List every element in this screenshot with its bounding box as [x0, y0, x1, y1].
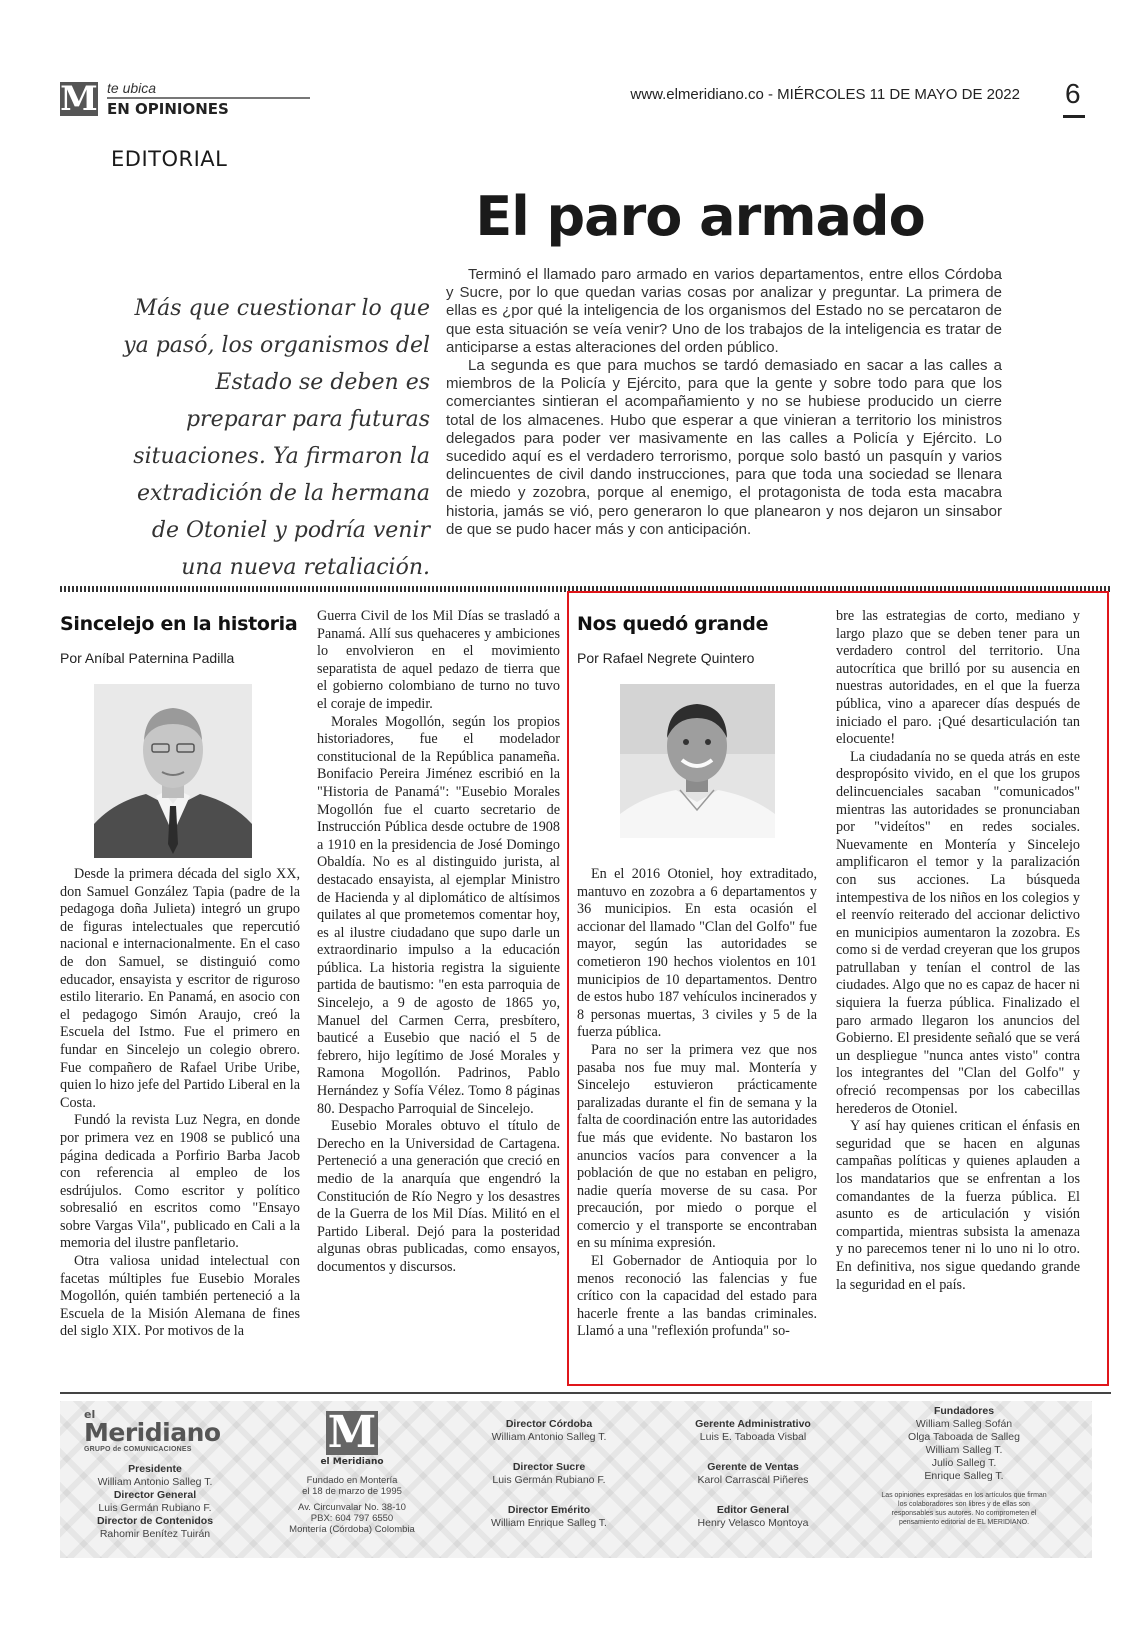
section-tag-rule — [107, 97, 310, 99]
footer-founders — [875, 1405, 1053, 1527]
logo-m-icon: M — [60, 79, 98, 119]
section-label: EDITORIAL — [111, 147, 228, 171]
page-number-underline — [1063, 115, 1085, 118]
footer-brand-sub: GRUPO de COMUNICACIONES — [84, 1446, 192, 1453]
footer-role: Gerente Administrativo — [695, 1418, 811, 1430]
footer-brand-name: Meridiano — [84, 1418, 221, 1447]
footer-name: Olga Taboada de Salleg — [908, 1431, 1020, 1443]
column-text — [317, 608, 560, 1277]
footer-name: Enrique Salleg T. — [924, 1470, 1004, 1482]
editorial-body — [446, 266, 1002, 539]
footer-role: Director General — [113, 1489, 197, 1501]
editorial-pullquote: Más que cuestionar lo que ya pasó, los organismos del Estado se deben es preparar para futuras situaciones. Ya firmaron la extradición de la hermana de Otoniel y podría venir una nueva retaliación. — [123, 296, 430, 580]
footer-brand-logo — [84, 1409, 254, 1453]
dateline: www.elmeridiano.co - MIÉRCOLES 11 DE MAYO DE 2022 — [630, 86, 1020, 103]
column-paragraph: Fundó la revista Luz Negra, en donde por primera vez en 1908 se publicó una página dedicada a Porfirio Barba Jacob con referencia al empleo de los esdrújulos. Como escritor y político sobresalió en escritos como "Ensayo sobre Vargas Vila", publicado en Cali a la memoria del ilustre panfletario. — [60, 1112, 300, 1252]
footer-name: Henry Velasco Montoya — [697, 1517, 809, 1529]
footer-name: Luis E. Taboada Visbal — [699, 1431, 807, 1443]
footer-name: William Antonio Salleg T. — [491, 1431, 607, 1443]
column-text — [836, 608, 1080, 1294]
editorial-paragraph: Terminó el llamado paro armado en varios departamentos, entre ellos Córdoba y Sucre, por lo que quedan varias cosas por analizar y preguntar. La primera de ellas es ¿por qué la inteligencia de los organismos del Estado no se percataron de que esta situación se veía venir? Uno de los trabajos de la inteligencia es tratar de anticiparse a estas alteraciones del orden público. — [446, 266, 1002, 356]
column-paragraph: Y así hay quienes critican el énfasis en seguridad que se hacen en algunas campañas políticas y quienes aplauden a los mandatarios que se enfrentan a los comandantes de la fuerza pública. El asunto es de articulación y visión compartida, mientras subsista la amenaza y no parecemos tener ni lo uno ni lo otro. En definitiva, nos sigue quedando grande la seguridad en el país. — [836, 1118, 1080, 1293]
footer-logo-name: el Meridiano — [320, 1457, 384, 1467]
section-tag-small: te ubica — [107, 80, 157, 96]
column-author: Por Aníbal Paternina Padilla — [60, 650, 235, 666]
footer-address: Av. Circunvalar No. 38-10 — [298, 1502, 406, 1513]
footer-city: Montería (Córdoba) Colombia — [289, 1524, 415, 1535]
author-photo — [94, 684, 252, 858]
editorial-headline: El paro armado — [475, 185, 925, 248]
footer-role: Fundadores — [933, 1405, 995, 1417]
column-paragraph: En el 2016 Otoniel, hoy extraditado, mantuvo en zozobra a 6 departamentos y 36 municipios. En esta ocasión el accionar del llamado "Clan del Golfo" fue mayor, según las autoridades se cometieron 190 hechos violentos en 101 municipios de 10 departamentos. Dentro de estos hubo 187 vehículos incinerados y 8 personas muertas, 3 civiles y 5 de la fuerza pública. — [577, 866, 817, 1041]
footer-role: Director de Contenidos — [96, 1515, 214, 1527]
column-text — [60, 866, 300, 1341]
footer-logo-m-icon: M — [327, 1407, 377, 1458]
masthead-footer — [60, 1401, 1092, 1558]
column-paragraph: Eusebio Morales obtuvo el título de Derecho en la Universidad de Cartagena. Perteneció a una generación que creció en medio de la anarquía que engendró la Constitución de Río Negro y los desastres de la Guerra de los Mil Días. Militó en el Partido Liberal. Dejó para la posteridad algunas obras publicadas, como ensayos, documentos y discursos. — [317, 1118, 560, 1275]
footer-name: William Salleg Sofán — [915, 1418, 1013, 1430]
footer-role: Director Sucre — [512, 1461, 586, 1473]
section-tag: EN OPINIONES — [107, 100, 229, 118]
footer-phone: PBX: 604 797 6550 — [310, 1513, 394, 1524]
column-paragraph: bre las estrategias de corto, mediano y largo plazo que se deben tener para un verdadero control del territorio. Una autocrítica que brilló por su ausencia en nuestras autoridades, en el que la fuerza pública, vino a aparecer días después de iniciado el paro. ¡Qué desarticulación tan elocuente! — [836, 608, 1080, 748]
footer-role: Director Emérito — [507, 1504, 591, 1516]
column-author: Por Rafael Negrete Quintero — [577, 650, 755, 666]
footer-name: William Salleg T. — [925, 1444, 1003, 1456]
column-paragraph: Guerra Civil de los Mil Días se trasladó a Panamá. Allí sus quehaceres y ambiciones lo envolvieron en el movimiento separatista de aquel pedazo de tierra que el gobierno colombiano de turno no tuvo el coraje de impedir. — [317, 608, 560, 712]
page-number: 6 — [1065, 78, 1081, 109]
column-paragraph: Morales Mogollón, según los propios historiadores, fue el modelador constitucional de la República panameña. Bonifacio Pereira Jiménez escribió en la "Historia de Panamá": "Eusebio Morales Mogollón fue el cuarto secretario de Instrucción Pública desde octubre de 1908 a 1910 en la presidencia de José Domingo Obaldía. No es al distinguido jurista, al destacado ensayista, al ejemplar Ministro de Hacienda y al diplomático de altísimos quilates al que prometemos comentar hoy, es al ilustre ciudadano que supo darle un extraordinario impulso a la educación pública. La historia registra la siguiente partida de bautismo: "en esta parroquia de Sincelejo, a 9 de agosto de 1865 yo, Manuel del Carmen Cerra, presbítero, bauticé a Eusebio que nació el 5 de febrero, hijo legítimo de José Morales y Ramona Mogollón. Padrinos, Pablo Hernández y Sofía Vélez. Tomo 8 páginas 80. Despacho Parroquial de Sincelejo. — [317, 713, 560, 1117]
column-title: Nos quedó grande — [577, 613, 769, 635]
footer-founded: el 18 de marzo de 1995 — [302, 1486, 402, 1497]
footer-roles-mid1 — [464, 1418, 634, 1530]
footer-name: Luis Germán Rubiano F. — [98, 1502, 212, 1514]
footer-roles-mid2 — [668, 1418, 838, 1530]
footer-roles-left — [70, 1463, 240, 1541]
footer-rule — [60, 1392, 1111, 1394]
footer-founded: Fundado en Montería — [306, 1475, 398, 1486]
author-photo — [620, 684, 775, 838]
footer-name: Julio Salleg T. — [931, 1457, 997, 1469]
editorial-paragraph: La segunda es que para muchos se tardó demasiado en sacar a las calles a miembros de la Policía y Ejército, para que la gente y sobre todo para que los comerciantes sintieran el acompañamiento y no se hubiese producido un cierre total de los almacenes. Hubo que esperar a que vinieran a territorio los ministros delegados para poder ver masivamente en las calles a Policía y Ejército. Lo sucedido aquí es el verdadero terrorismo, porque solo bastó un pasquín y varios delincuentes de civil dando instrucciones, para que toda una sociedad se llenara de miedo y zozobra, porque al enemigo, el protagonista de toda esta macabra historia, jamás se vió, pero generaron lo que planearon y nos dejaron un sinsabor de que se pudo hacer más y con anticipación. — [446, 357, 1002, 538]
column-paragraph: La ciudadanía no se queda atrás en este despropósito vivido, en el que los grupos delincuenciales sacaban "comunicados" mientras las autoridades se pronunciaban por "videítos" en redes sociales. Nuevamente en Montería y Sincelejo amplificaron el temor y la paralización con sus acciones. La búsqueda intempestiva de los niños en los colegios y el reenvío reiterado del accionar delictivo en municipios aumentaron la zozobra. Es como si de verdad creyeran que los grupos patrullaban y tenían el control de las ciudades. Algo que no es capaz de hacer ni siquiera la fuerza pública. Finalizado el paro armado llegaron los anuncios del Gobierno. El presidente señaló que se verá un despliegue "nunca antes visto" contra los integrantes del "Clan del Golfo" y ofreció recompensas por los cabecillas herederos de Otoniel. — [836, 748, 1080, 1117]
footer-logo-block — [282, 1407, 422, 1535]
footer-name: Luis Germán Rubiano F. — [492, 1474, 606, 1486]
footer-name: Rahomir Benítez Tuirán — [99, 1528, 211, 1540]
column-paragraph: Otra valiosa unidad intelectual con facetas múltiples fue Eusebio Morales Mogollón, quién también perteneció a la Escuela de la Misión Alemana de fines del siglo XIX. Por motivos de la — [60, 1253, 300, 1340]
column-title: Sincelejo en la historia — [60, 613, 298, 635]
footer-role: Presidente — [128, 1463, 182, 1475]
column-paragraph: Para no ser la primera vez que nos pasaba nos fue muy mal. Montería y Sincelejo estuvieron prácticamente paralizadas durante el fin de semana y la falta de coordinación entre las autoridades fue más que evidente. No bastaron los anuncios vacíos para convencer a la población de que no estaban en peligro, nadie quería moverse de su casa. Por precaución, por miedo o porque el comercio y el transporte se encontraban en su mínima expresión. — [577, 1041, 817, 1252]
footer-name: William Enrique Salleg T. — [491, 1517, 607, 1529]
footer-role: Gerente de Ventas — [707, 1461, 799, 1473]
column-paragraph: El Gobernador de Antioquia por lo menos reconoció las falencias y fue crítico con la capacidad del estado para hacerle frente a las bandas criminales. Llamó a una "reflexión profunda" so- — [577, 1253, 817, 1340]
column-paragraph: Desde la primera década del siglo XX, don Samuel González Tapia (padre de la pedagoga doña Julieta) integró un grupo de figuras intelectuales que repercutió nacional e internacionalmente. En el caso de don Samuel, se distinguió como educador, ensayista y escritor de riguroso estilo literario. En Panamá, en asocio con el pedagogo Simón Araujo, creó la Escuela del Istmo. Fue el primero en fundar en Sincelejo un colegio obrero. Fue compañero de Rafael Uribe Uribe, quien lo hizo jefe del Partido Liberal en la Costa. — [60, 866, 300, 1111]
footer-role: Editor General — [716, 1504, 790, 1516]
footer-name: William Antonio Salleg T. — [97, 1476, 213, 1488]
footer-disclaimer: Las opiniones expresadas en los artículos que firman los colaboradores son libres y de ellas son responsables sus autores. No comprometen el pensamiento editorial de EL MERIDIANO. — [881, 1492, 1047, 1526]
footer-brand-small: el — [84, 1408, 96, 1421]
column-text — [577, 866, 817, 1341]
footer-role: Director Córdoba — [505, 1418, 593, 1430]
footer-name: Karol Carrascal Piñeres — [697, 1474, 809, 1486]
